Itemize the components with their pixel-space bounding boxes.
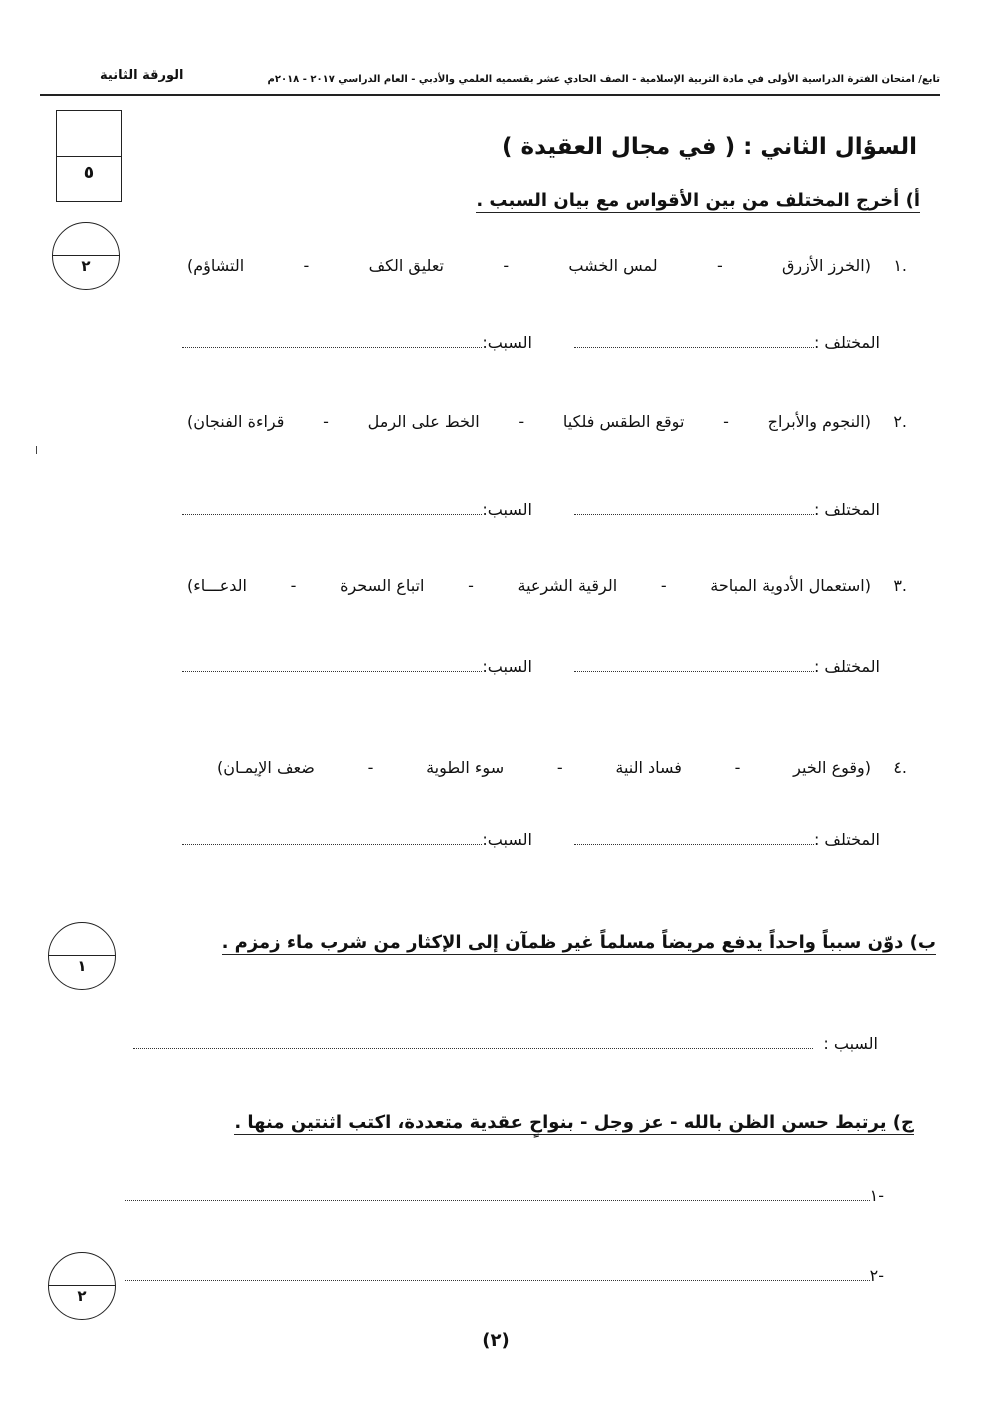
reason-answer-line[interactable] (182, 830, 482, 845)
item-options (193, 412, 865, 431)
reason-label: السبب: (482, 657, 532, 676)
separator: - (290, 576, 297, 595)
part-c-line-1 (114, 1186, 884, 1205)
marks-circle-divider (53, 255, 119, 256)
option: الخرز الأزرق (782, 256, 865, 275)
option: ضعف الإيمـان (223, 758, 315, 777)
open-paren: ( (864, 412, 871, 431)
answer-row-3 (120, 657, 880, 676)
different-answer-line[interactable] (574, 333, 814, 348)
marks-circle-part-a (52, 222, 120, 290)
part-b-answer-line[interactable] (133, 1034, 813, 1049)
reason-label: السبب: (482, 333, 532, 352)
separator: - (303, 256, 310, 275)
item-number: .١ (893, 256, 907, 275)
part-b-instruction: ب) دوّن سبباً واحداً يدفع مريضاً مسلماً غير ظمآن إلى الإكثار من شرب ماء زمزم . (221, 932, 936, 953)
different-answer-line[interactable] (574, 500, 814, 515)
marks-part-a: ٢ (81, 257, 91, 275)
part-c-answer-line[interactable] (125, 1186, 870, 1201)
close-paren: ) (217, 758, 224, 777)
option: توقع الطقس فلكيا (562, 412, 685, 431)
item-options (193, 256, 865, 275)
different-label: المختلف : (813, 500, 880, 519)
item-4 (217, 758, 907, 777)
answer-row-4 (120, 830, 880, 849)
option: اتباع السحرة (340, 576, 425, 595)
item-1 (187, 256, 907, 275)
question-title: السؤال الثاني : ( في مجال العقيدة ) (502, 134, 917, 160)
item-number: .٢ (893, 412, 907, 431)
reason-answer-line[interactable] (182, 500, 482, 515)
option: النجوم والأبراج (767, 412, 865, 431)
item-number: .٣ (893, 576, 907, 595)
part-b-answer-row (118, 1034, 878, 1053)
open-paren: ( (864, 758, 871, 777)
separator: - (468, 576, 474, 595)
option: لمس الخشب (568, 256, 658, 275)
option: فساد النية (615, 758, 682, 777)
part-c-answer-line[interactable] (125, 1266, 870, 1281)
close-paren: ) (187, 576, 194, 595)
separator: - (323, 412, 329, 431)
line-number: -١ (869, 1186, 884, 1205)
answer-row-1 (120, 333, 880, 352)
separator: - (723, 412, 729, 431)
marks-circle-part-c (48, 1252, 116, 1320)
part-a-instruction: أ) أخرج المختلف من بين الأقواس مع بيان السبب . (476, 190, 920, 211)
reason-label: السبب: (482, 830, 532, 849)
reason-label: السبب: (482, 500, 532, 519)
separator: - (518, 412, 525, 431)
separator: - (367, 758, 374, 777)
option: التشاؤم (193, 256, 245, 275)
item-2 (187, 412, 907, 431)
close-paren: ) (187, 256, 194, 275)
total-score-box (56, 110, 122, 202)
different-answer-line[interactable] (574, 830, 814, 845)
different-label: المختلف : (813, 657, 880, 676)
item-3 (187, 576, 907, 595)
option: استعمال الأدوية المباحة (710, 576, 865, 595)
margin-mark (36, 446, 37, 454)
different-label: المختلف : (813, 830, 880, 849)
part-c-instruction: ج) يرتبط حسن الظن بالله - عز وجل - بنواحٍ عقدية متعددة، اكتب اثنتين منها . (234, 1112, 914, 1133)
separator: - (503, 256, 510, 275)
header-divider (40, 94, 940, 96)
item-number: .٤ (893, 758, 907, 777)
option: الدعـــاء (193, 576, 247, 595)
option: وقوع الخير (793, 758, 865, 777)
page-number: (٢) (482, 1330, 510, 1351)
sheet-label: الورقة الثانية (100, 68, 184, 83)
answer-row-2 (120, 500, 880, 519)
reason-label: السبب : (823, 1034, 878, 1053)
marks-circle-divider (49, 955, 115, 956)
open-paren: ( (864, 576, 871, 595)
separator: - (556, 758, 563, 777)
marks-circle-divider (49, 1285, 115, 1286)
part-c-line-2 (114, 1266, 884, 1285)
different-label: المختلف : (813, 333, 880, 352)
option: سوء الطوية (426, 758, 505, 777)
option: قراءة الفنجان (193, 412, 285, 431)
score-box-value: ٥ (83, 163, 95, 183)
item-options (223, 758, 865, 777)
close-paren: ) (187, 412, 194, 431)
option: تعليق الكف (368, 256, 445, 275)
separator: - (660, 576, 667, 595)
marks-circle-part-b (48, 922, 116, 990)
marks-part-c: ٢ (77, 1287, 87, 1305)
open-paren: ( (864, 256, 871, 275)
line-number: -٢ (869, 1266, 884, 1285)
option: الرقية الشرعية (517, 576, 618, 595)
reason-answer-line[interactable] (182, 657, 482, 672)
option: الخط على الرمل (367, 412, 480, 431)
score-box-divider (57, 156, 121, 157)
reason-answer-line[interactable] (182, 333, 482, 348)
different-answer-line[interactable] (574, 657, 814, 672)
exam-title: تابع/ امتحان الفترة الدراسية الأولى في مادة التربية الإسلامية - الصف الحادي عشر بقسميه العلمي والأدبي - العام الدراسي ٢٠١٧ - ٢٠١٨م (267, 74, 940, 85)
marks-part-b: ١ (77, 957, 87, 975)
separator: - (734, 758, 741, 777)
item-options (193, 576, 865, 595)
separator: - (716, 256, 723, 275)
